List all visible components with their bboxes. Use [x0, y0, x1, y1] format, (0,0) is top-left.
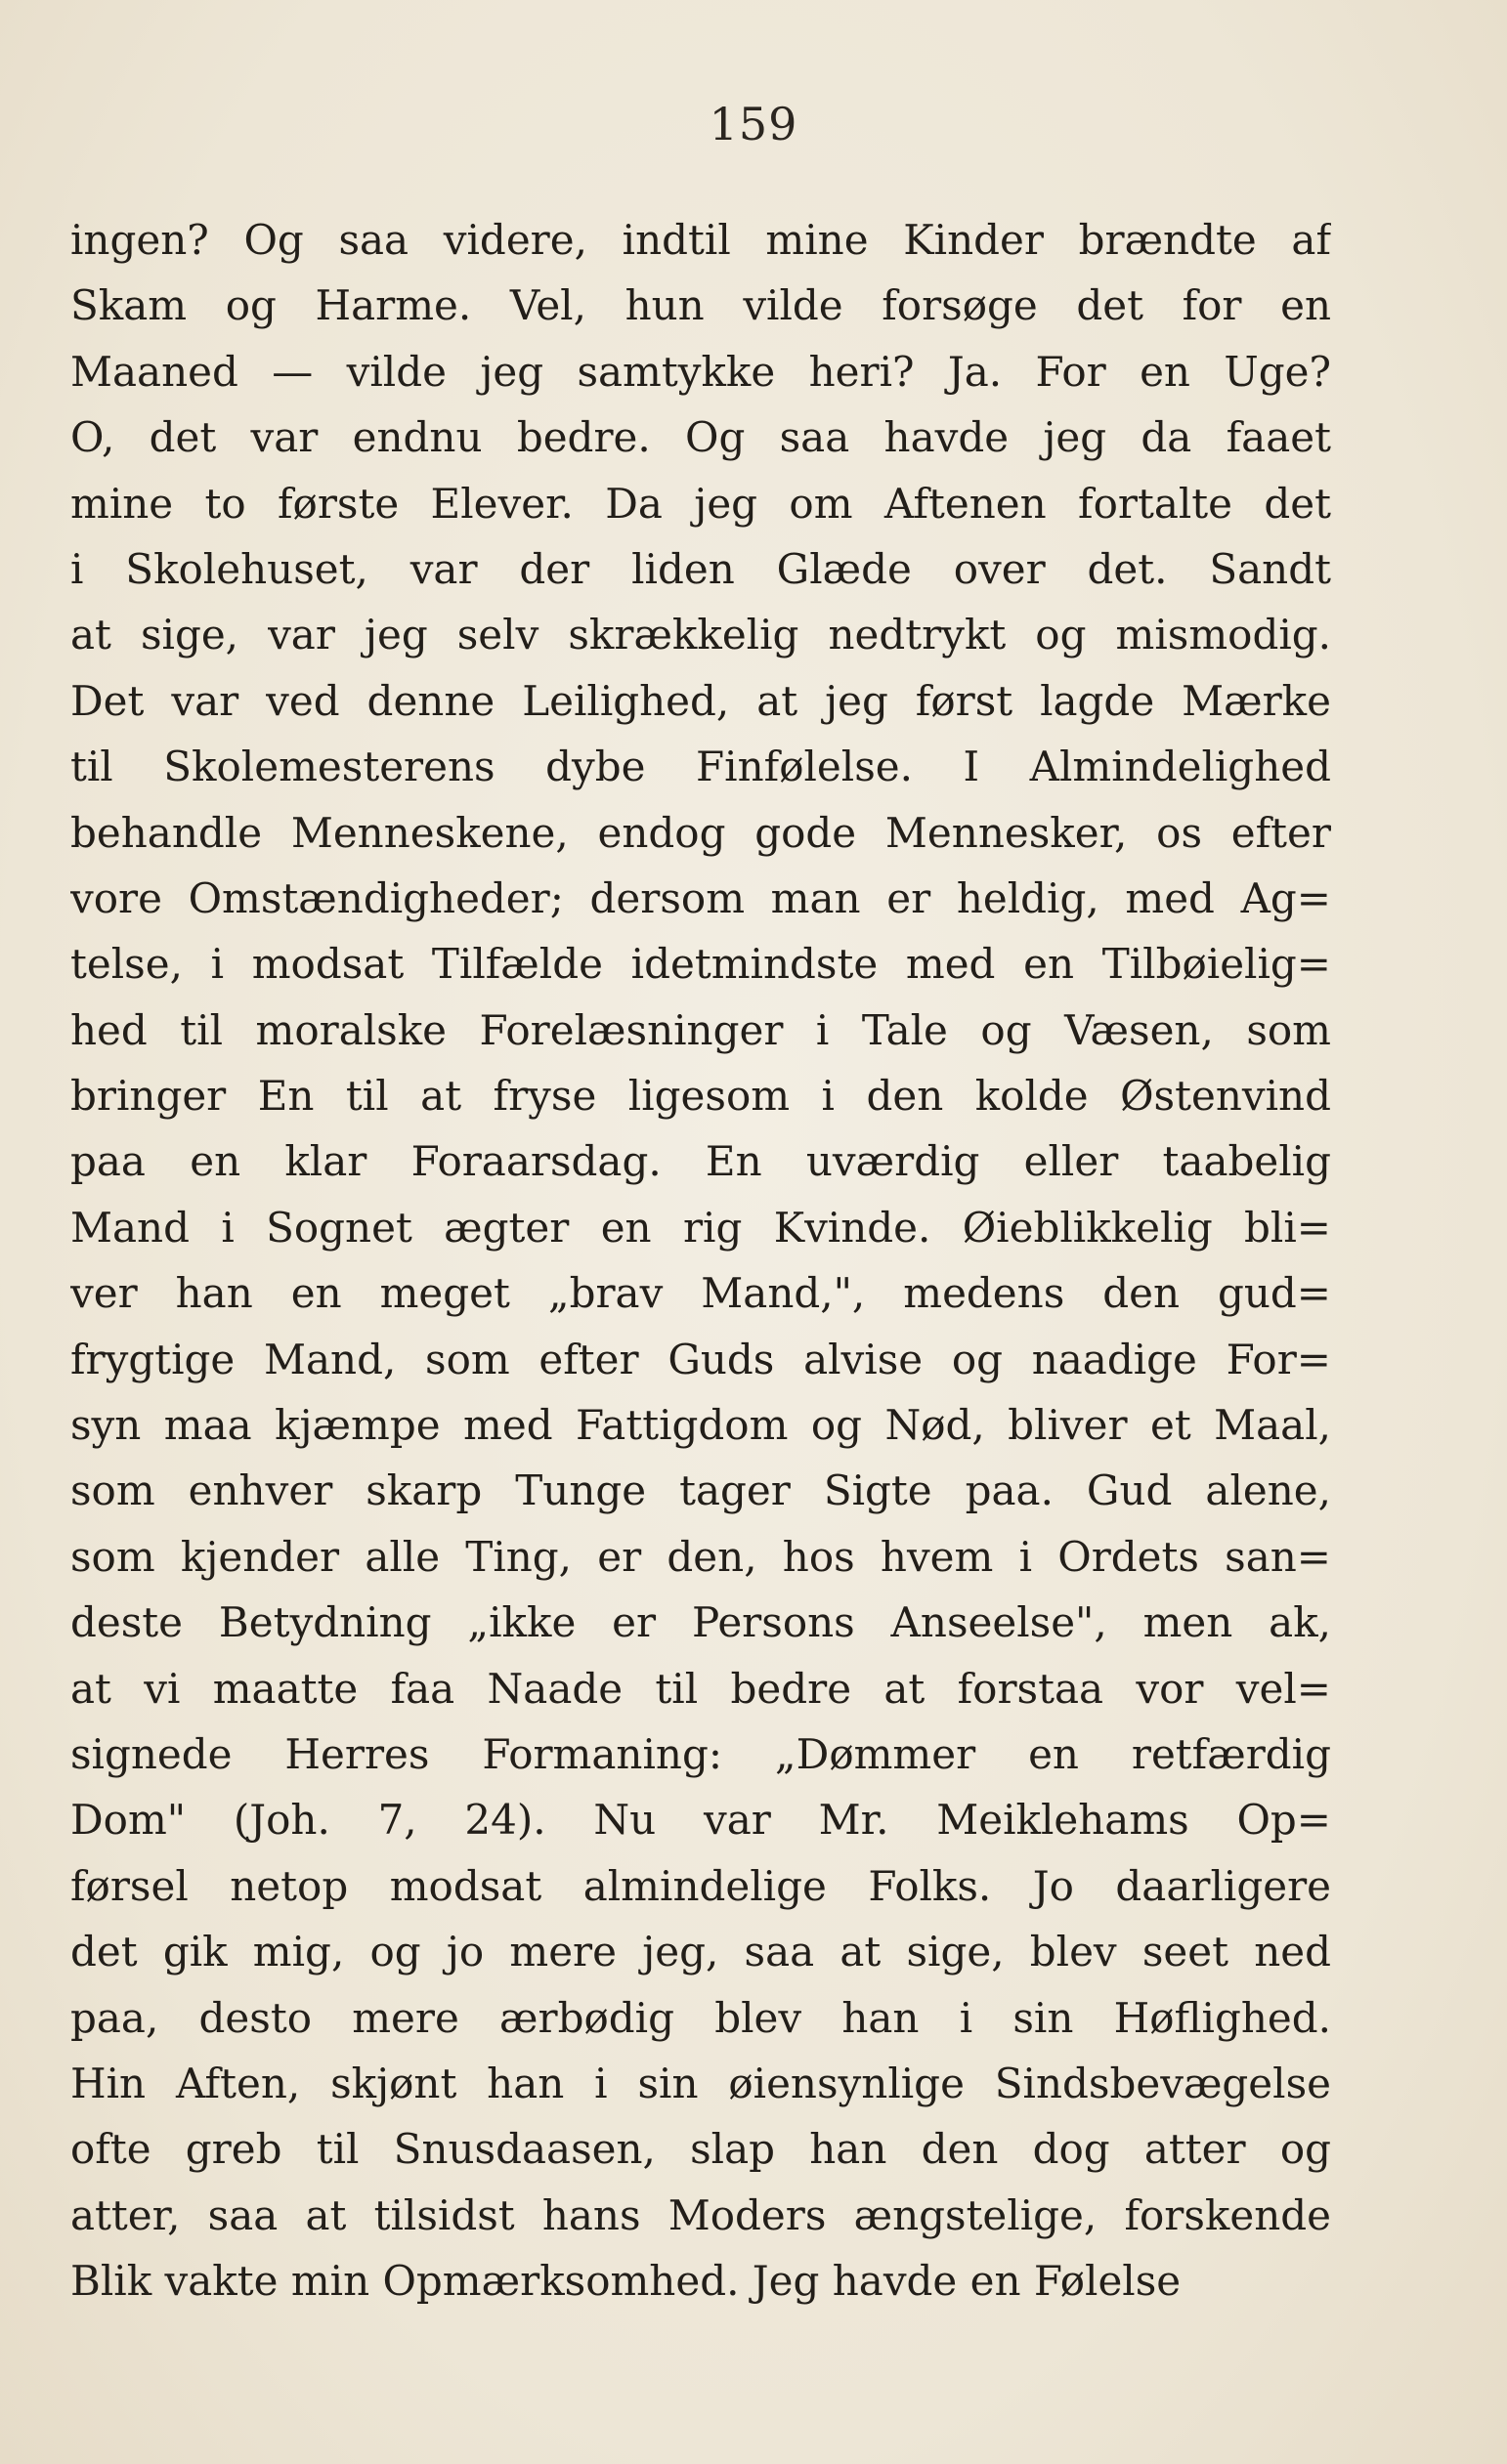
text-line: O, det var endnu bedre. Og saa havde jeg da faaet [70, 413, 1331, 462]
page-number: 159 [709, 98, 798, 150]
text-line: Blik vakte min Opmærksomhed. Jeg havde en Følelse [70, 2257, 1182, 2306]
text-line: hed til moralske Forelæsninger i Tale og Væsen, som [70, 1005, 1331, 1054]
text-line: Hin Aften, skjønt han i sin øiensynlige Sindsbevægelse [70, 2059, 1331, 2107]
text-line: vore Omstændigheder; dersom man er heldig, med Ag= [70, 873, 1331, 922]
text-line: i Skolehuset, var der liden Glæde over det. Sandt [70, 544, 1331, 593]
text-line: paa, desto mere ærbødig blev han i sin Høflighed. [70, 1993, 1331, 2042]
text-line: paa en klar Foraarsdag. En uværdig eller taabelig [70, 1137, 1331, 1186]
text-line: behandle Menneskene, endog gode Mennesker, os efter [70, 808, 1331, 857]
text-line: mine to første Elever. Da jeg om Aftenen fortalte det [70, 479, 1331, 528]
text-line: bringer En til at fryse ligesom i den kolde Østenvind [70, 1072, 1331, 1121]
text-line: til Skolemesterens dybe Finfølelse. I Almindelighed [70, 743, 1331, 791]
text-line: Skam og Harme. Vel, hun vilde forsøge det for en [70, 281, 1331, 330]
text-line: ingen? Og saa videre, indtil mine Kinder brændte af [70, 216, 1331, 264]
text-line: det gik mig, og jo mere jeg, saa at sige, blev seet ned [70, 1928, 1331, 1976]
body-text [70, 207, 1331, 2315]
text-line: ver han en meget „brav Mand,", medens den gud= [70, 1269, 1331, 1318]
text-line: frygtige Mand, som efter Guds alvise og naadige For= [70, 1335, 1331, 1383]
text-line: som kjender alle Ting, er den, hos hvem i Ordets san= [70, 1532, 1331, 1581]
text-line: ofte greb til Snusdaasen, slap han den dog atter og [70, 2125, 1331, 2174]
text-line: førsel netop modsat almindelige Folks. Jo daarligere [70, 1861, 1331, 1910]
text-line: atter, saa at tilsidst hans Moders ængstelige, forskende [70, 2190, 1331, 2239]
text-line: at vi maatte faa Naade til bedre at forstaa vor vel= [70, 1664, 1331, 1713]
text-line: telse, i modsat Tilfælde idetmindste med en Tilbøielig= [70, 940, 1331, 989]
text-line: Mand i Sognet ægter en rig Kvinde. Øieblikkelig bli= [70, 1203, 1331, 1252]
text-line: som enhver skarp Tunge tager Sigte paa. Gud alene, [70, 1466, 1331, 1515]
text-line: syn maa kjæmpe med Fattigdom og Nød, bliver et Maal, [70, 1401, 1331, 1450]
text-line: Maaned — vilde jeg samtykke heri? Ja. For en Uge? [70, 347, 1331, 396]
text-line: signede Herres Formaning: „Dømmer en retfærdig [70, 1729, 1331, 1778]
text-line: deste Betydning „ikke er Persons Anseelse", men ak, [70, 1598, 1331, 1647]
text-line: at sige, var jeg selv skrækkelig nedtrykt og mismodig. [70, 611, 1331, 659]
text-line: Det var ved denne Leilighed, at jeg først lagde Mærke [70, 676, 1331, 725]
text-line: Dom" (Joh. 7, 24). Nu var Mr. Meiklehams Op= [70, 1796, 1331, 1845]
